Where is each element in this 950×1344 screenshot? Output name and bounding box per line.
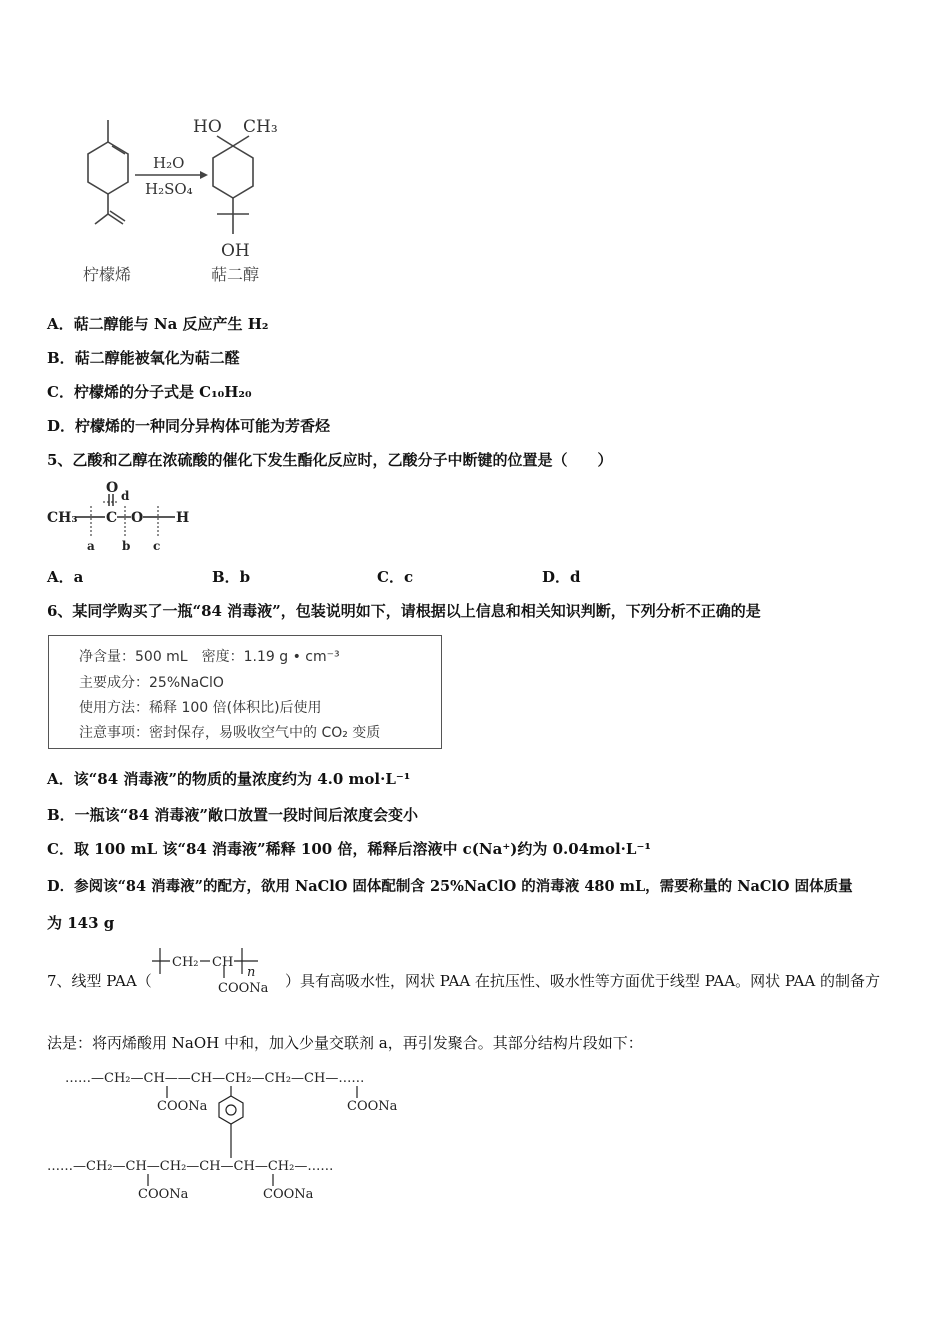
product-label-box <box>48 635 442 749</box>
carbonyl-oxygen-label: O <box>106 480 119 496</box>
bond-d-label: d <box>121 489 130 503</box>
n-label: n <box>247 965 256 980</box>
hydrogen-label: H <box>176 510 190 526</box>
reagent-bottom: H₂SO₄ <box>145 180 193 198</box>
label-line-2: 主要成分：25%NaClO <box>79 675 224 691</box>
product-ho: HO <box>193 117 222 137</box>
network-top-chain: ……—CH₂—CH——CH—CH₂—CH₂—CH—…… <box>65 1071 365 1086</box>
ch3-label: CH₃ <box>47 510 78 526</box>
reagent-top: H₂O <box>153 154 185 172</box>
label-line-3: 使用方法：稀释 100 倍(体积比)后使用 <box>79 700 322 716</box>
q4-option-b: B．萜二醇能被氧化为萜二醛 <box>47 349 240 367</box>
terpin-diol-structure <box>213 136 253 234</box>
q6-option-b: B．一瓶该“84 消毒液”敞口放置一段时间后浓度会变小 <box>47 806 419 824</box>
coona-top-left: COONa <box>157 1099 208 1114</box>
product-oh: OH <box>221 241 250 261</box>
linear-paa-formula <box>150 944 282 1002</box>
q6-option-d-line2: 为 143 g <box>47 914 115 932</box>
reaction-arrow <box>135 154 208 198</box>
network-bottom-chain: ……—CH₂—CH—CH₂—CH—CH—CH₂—…… <box>47 1159 334 1174</box>
q4-option-c: C．柠檬烯的分子式是 C₁₀H₂₀ <box>47 383 252 401</box>
label-line-4: 注意事项：密封保存，易吸收空气中的 CO₂ 变质 <box>79 725 381 741</box>
q6-option-a: A．该“84 消毒液”的物质的量浓度约为 4.0 mol·L⁻¹ <box>47 770 411 788</box>
q6-option-c: C．取 100 mL 该“84 消毒液”稀释 100 倍，稀释后溶液中 c(Na⁺)约为 0.04mol·L⁻¹ <box>47 840 651 858</box>
reaction-scheme <box>75 110 295 290</box>
ch2-label: CH₂ <box>172 955 199 970</box>
network-paa-structure <box>45 1062 445 1212</box>
coona-label: COONa <box>218 981 269 996</box>
q5-option-b: B．b <box>212 568 251 586</box>
terpin-diol-label: 萜二醇 <box>211 265 260 284</box>
hydroxyl-oxygen-label: O <box>131 510 144 526</box>
q5-option-d: D．d <box>542 568 581 586</box>
q6-option-d-line1: D．参阅该“84 消毒液”的配方，欲用 NaClO 固体配制含 25%NaClO 的消毒液 480 mL，需要称量的 NaClO 固体质量 <box>47 878 853 895</box>
q5-option-c: C．c <box>377 568 414 586</box>
q6-stem: 6、某同学购买了一瓶“84 消毒液”，包装说明如下，请根据以上信息和相关知识判断，下列分析不正确的是 <box>47 602 761 620</box>
bond-c-label: c <box>153 539 161 553</box>
bond-b-label: b <box>122 539 131 553</box>
coona-bottom-right: COONa <box>263 1187 314 1202</box>
q5-stem: 5、乙酸和乙醇在浓硫酸的催化下发生酯化反应时，乙酸分子中断键的位置是（ ） <box>47 451 613 469</box>
coona-top-right: COONa <box>347 1099 398 1114</box>
bond-a-label: a <box>87 539 95 553</box>
product-ch3: CH₃ <box>243 117 278 137</box>
q7-prefix: 7、线型 PAA（ <box>47 972 152 990</box>
ch-label: CH <box>212 955 234 970</box>
coona-bottom-left: COONa <box>138 1187 189 1202</box>
carbon-label: C <box>106 510 118 526</box>
label-line-1: 净含量：500 mL 密度：1.19 g • cm⁻³ <box>79 649 340 665</box>
q7-line2: 法是：将丙烯酸用 NaOH 中和，加入少量交联剂 a，再引发聚合。其部分结构片段如下： <box>47 1034 643 1052</box>
q4-option-d: D．柠檬烯的一种同分异构体可能为芳香烃 <box>47 417 331 435</box>
q4-option-a: A．萜二醇能与 Na 反应产生 H₂ <box>47 315 269 333</box>
acetic-acid-structure <box>45 478 205 556</box>
q7-suffix: ）具有高吸水性，网状 PAA 在抗压性、吸水性等方面优于线型 PAA。网状 PAA 的制备方 <box>285 972 880 990</box>
q5-option-a: A．a <box>47 568 84 586</box>
limonene-label: 柠檬烯 <box>83 265 132 284</box>
limonene-structure <box>88 120 128 224</box>
